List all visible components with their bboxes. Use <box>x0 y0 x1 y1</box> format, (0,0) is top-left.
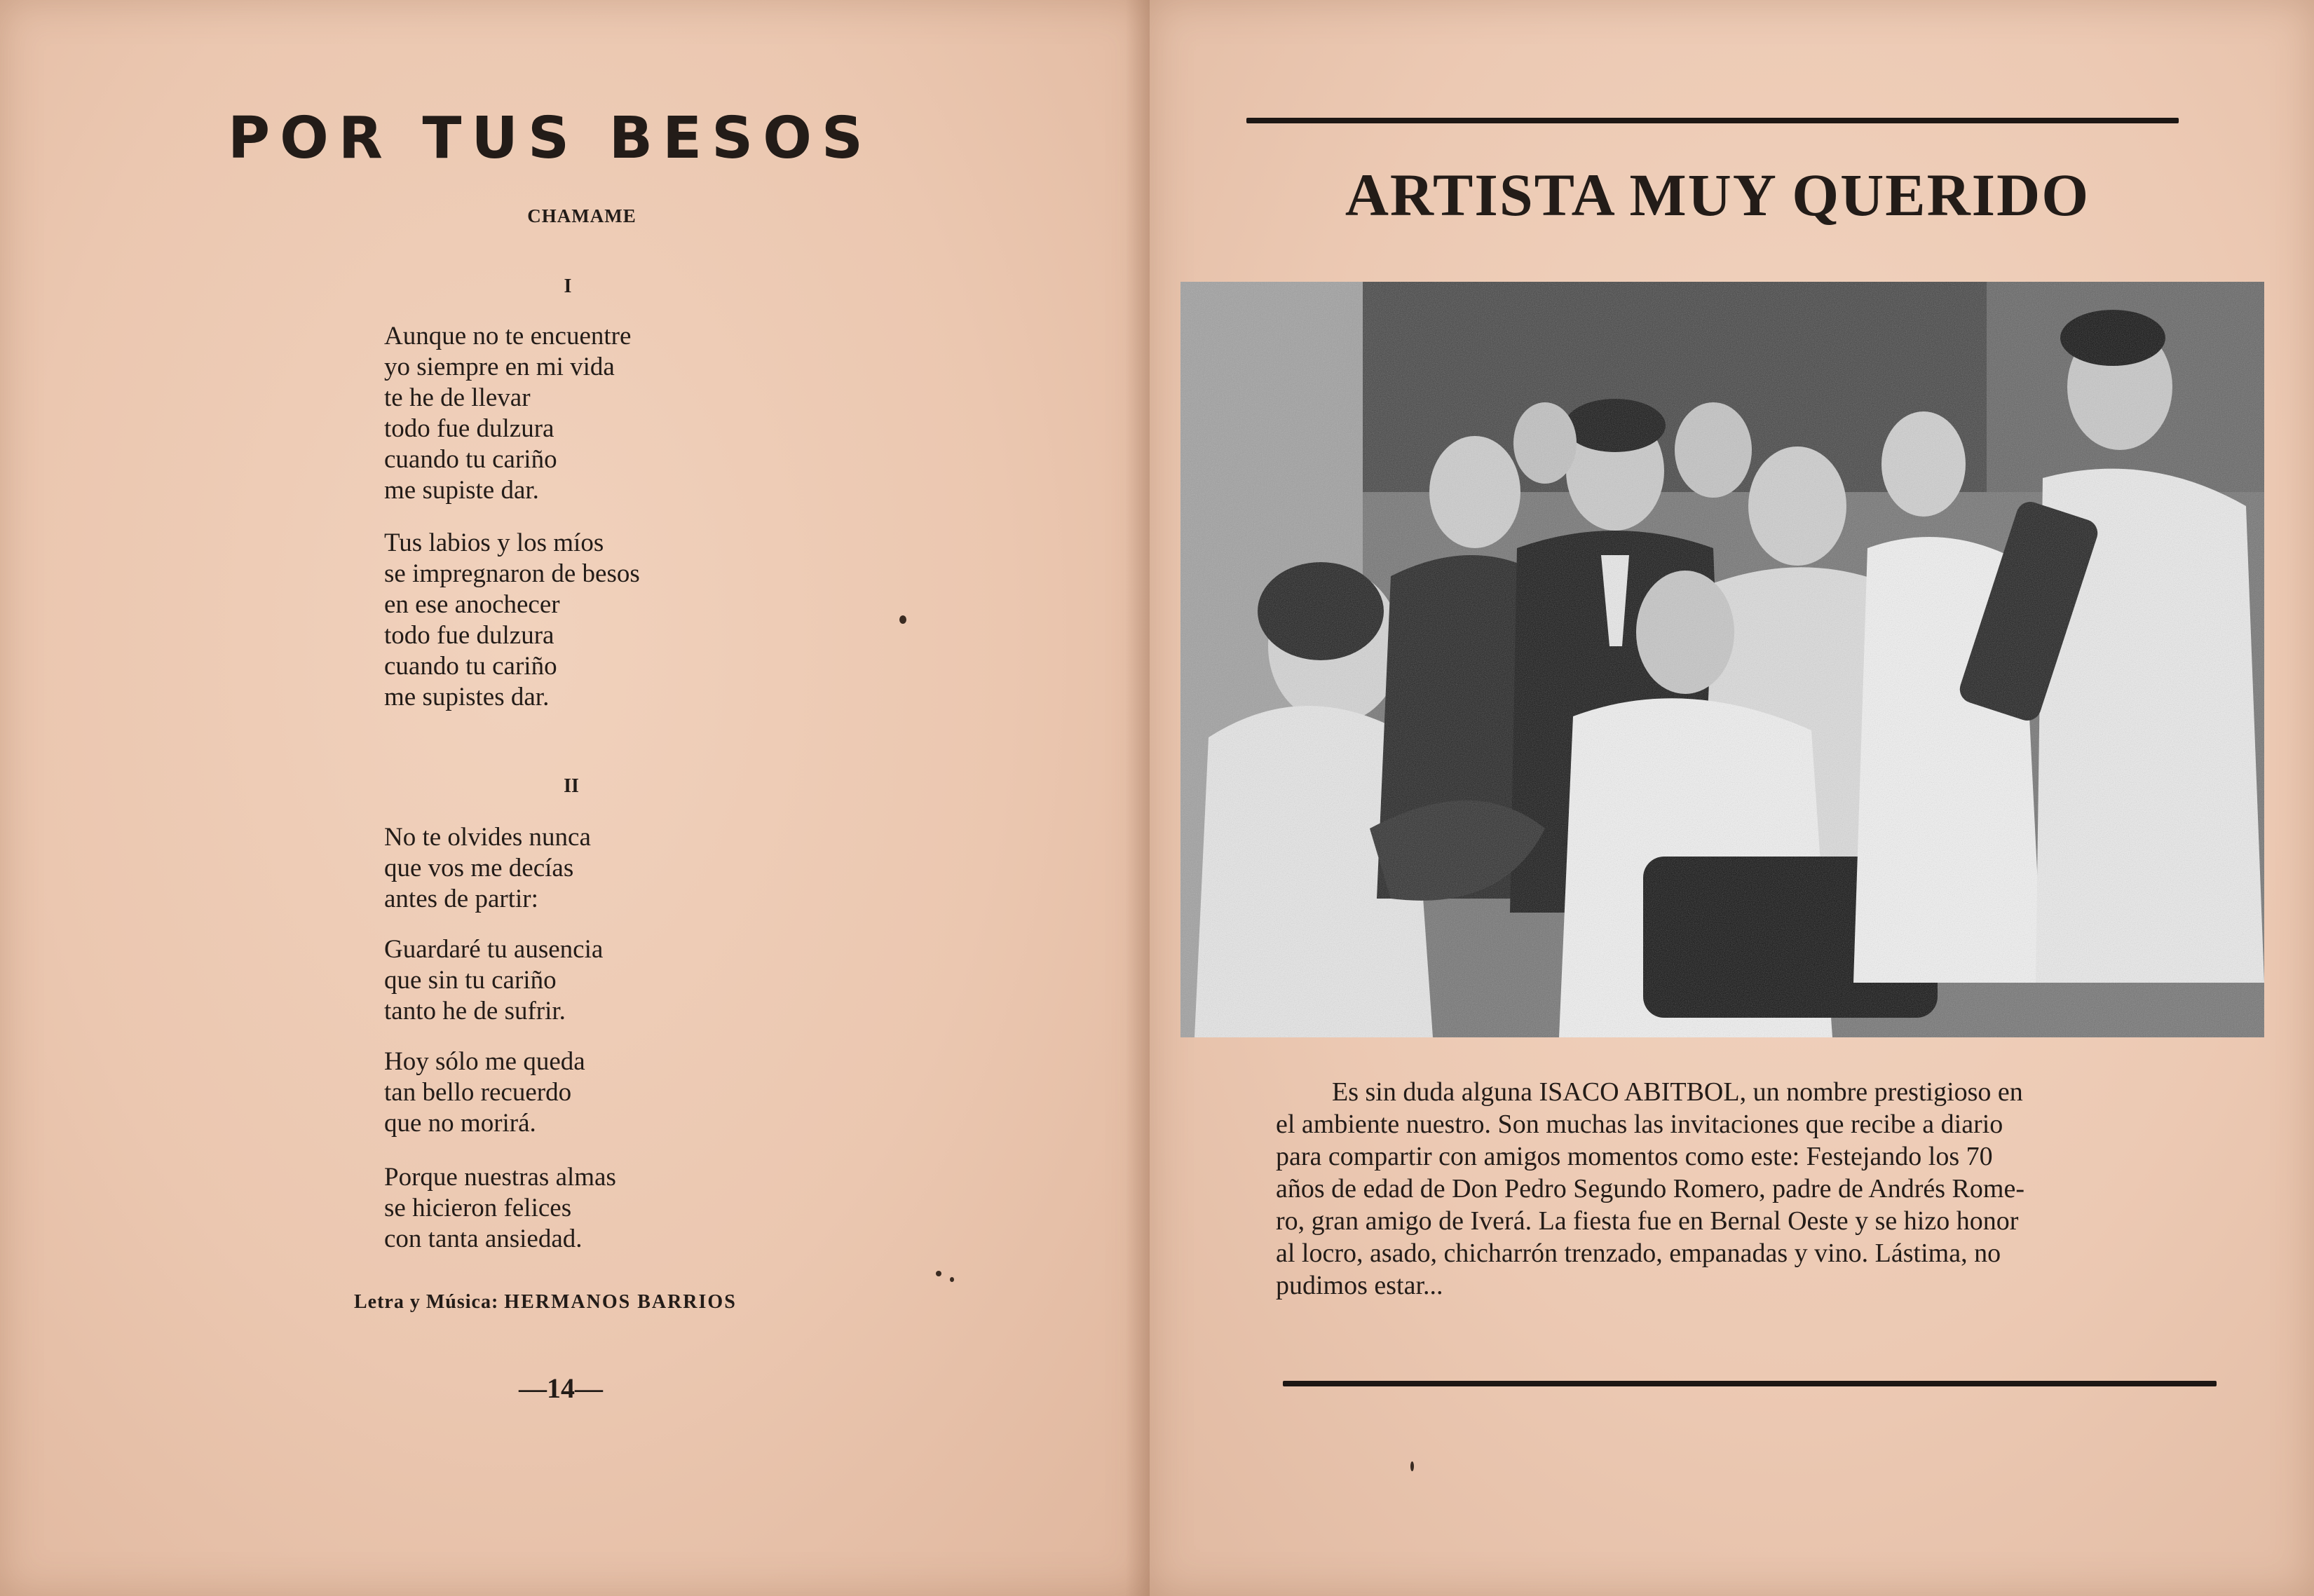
verse-line: antes de partir: <box>384 885 538 913</box>
stanza-4 <box>384 934 777 1027</box>
credit-names: HERMANOS BARRIOS <box>504 1291 737 1313</box>
group-photo-musicians-icon <box>1180 282 2264 1037</box>
article-line: pudimos estar... <box>1276 1271 1443 1300</box>
verse-line: Aunque no te encuentre <box>384 322 632 350</box>
song-title: POR TUS BESOS <box>228 105 873 172</box>
verse-line: te he de llevar <box>384 383 531 412</box>
bottom-rule <box>1283 1381 2217 1386</box>
verse-line: Porque nuestras almas <box>384 1163 616 1192</box>
group-photo <box>1180 282 2264 1037</box>
section-numeral-1: I <box>564 275 572 297</box>
verse-line: en ese anochecer <box>384 590 560 619</box>
verse-line: que no morirá. <box>384 1109 536 1138</box>
stanza-2 <box>384 528 777 713</box>
song-credit <box>354 1291 915 1314</box>
article-body <box>1276 1076 2215 1302</box>
left-page <box>0 0 1151 1596</box>
song-genre: CHAMAME <box>527 205 637 226</box>
article-line: Es sin duda alguna ISACO ABITBOL, un nombre prestigioso en <box>1332 1077 2023 1107</box>
credit-label: Letra y Música: <box>354 1291 499 1313</box>
verse-line: todo fue dulzura <box>384 414 554 443</box>
verse-line: que sin tu cariño <box>384 966 557 995</box>
verse-line: con tanta ansiedad. <box>384 1225 583 1253</box>
article-line: el ambiente nuestro. Son muchas las invitaciones que recibe a diario <box>1276 1110 2003 1139</box>
verse-line: tanto he de sufrir. <box>384 997 566 1025</box>
page-number: —14— <box>519 1372 603 1404</box>
verse-line: tan bello recuerdo <box>384 1078 572 1107</box>
page-stain <box>899 615 906 624</box>
verse-line: cuando tu cariño <box>384 445 557 474</box>
page-stain <box>1410 1461 1414 1471</box>
article-line: al locro, asado, chicharrón trenzado, empanadas y vino. Lástima, no <box>1276 1239 2001 1268</box>
section-numeral-2: II <box>564 775 579 797</box>
page-stain <box>936 1271 941 1276</box>
verse-line: me supiste dar. <box>384 476 539 505</box>
verse-line: se impregnaron de besos <box>384 559 640 588</box>
verse-line: me supistes dar. <box>384 683 550 711</box>
verse-line: se hicieron felices <box>384 1194 572 1222</box>
verse-line: cuando tu cariño <box>384 652 557 681</box>
stanza-1 <box>384 321 777 506</box>
verse-line: Guardaré tu ausencia <box>384 935 604 964</box>
stanza-6 <box>384 1162 777 1255</box>
stanza-3 <box>384 822 777 915</box>
verse-line: yo siempre en mi vida <box>384 353 615 381</box>
article-title: ARTISTA MUY QUERIDO <box>1345 161 2090 229</box>
verse-line: Tus labios y los míos <box>384 528 604 557</box>
verse-line: No te olvides nunca <box>384 823 591 852</box>
verse-line: todo fue dulzura <box>384 621 554 650</box>
article-line: para compartir con amigos momentos como este: Festejando los 70 <box>1276 1142 1993 1171</box>
verse-line: que vos me decías <box>384 854 574 882</box>
article-line: ro, gran amigo de Iverá. La fiesta fue en Bernal Oeste y se hizo honor <box>1276 1206 2019 1236</box>
top-rule <box>1246 118 2179 123</box>
article-line: años de edad de Don Pedro Segundo Romero, padre de Andrés Rome- <box>1276 1174 2024 1203</box>
stanza-5 <box>384 1046 777 1139</box>
verse-line: Hoy sólo me queda <box>384 1047 585 1076</box>
page-stain <box>950 1277 954 1282</box>
